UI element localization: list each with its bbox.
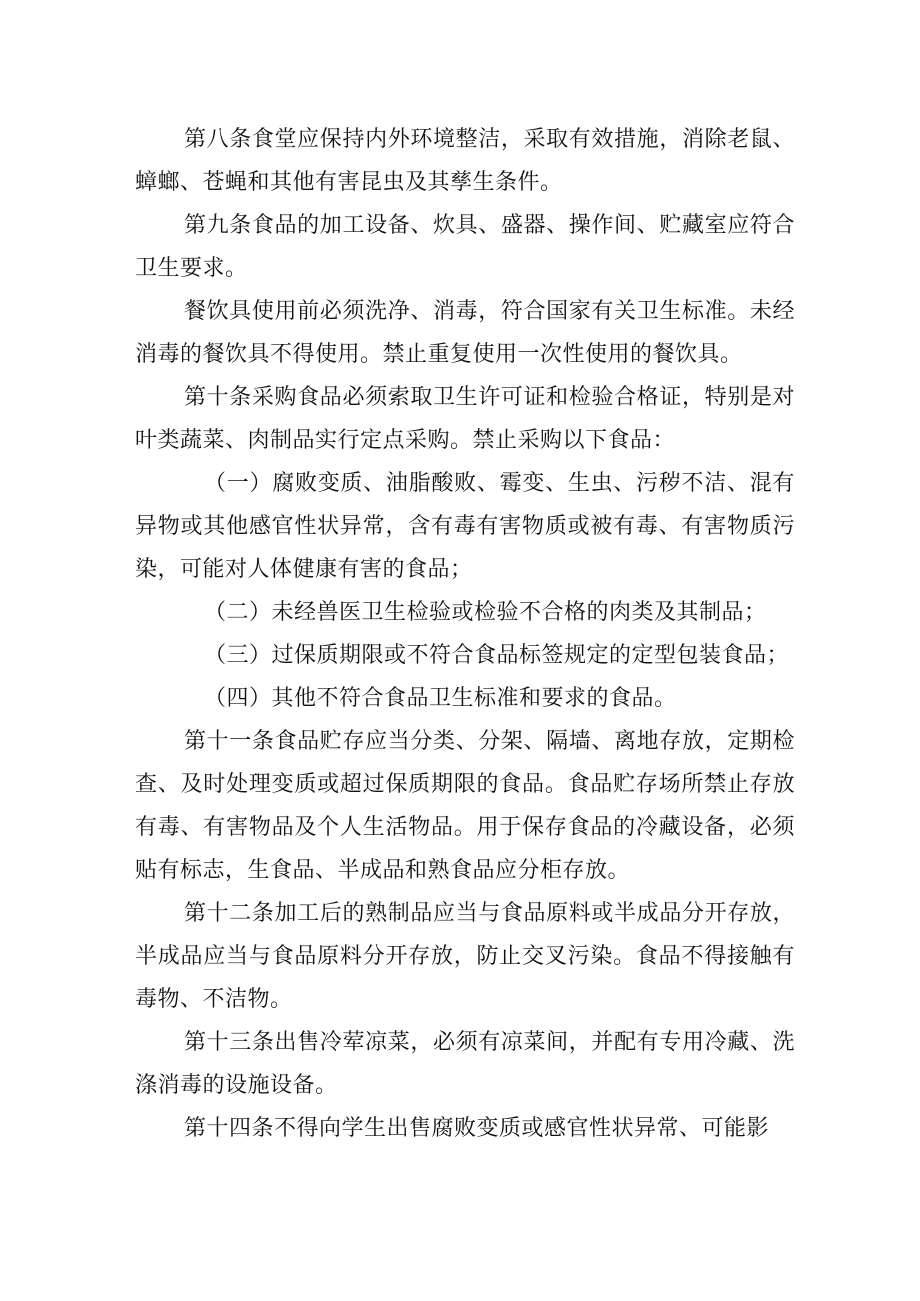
list-item-4: （四）其他不符合食品卫生标准和要求的食品。 — [204, 686, 677, 711]
article-12-paragraph: 第十二条加工后的熟制品应当与食品原料或半成品分开存放，半成品应当与食品原料分开存放，防止交叉污染。食品不得接触有毒物、不洁物。 — [135, 901, 795, 1012]
article-13-paragraph: 第十三条出售冷荤凉菜，必须有凉菜间，并配有专用冷藏、洗涤消毒的设施设备。 — [135, 1030, 795, 1098]
list-item-1: （一）腐败变质、油脂酸败、霉变、生虫、污秽不洁、混有异物或其他感官性状异常，含有毒有害物质或被有毒、有害物质污染，可能对人体健康有害的食品； — [135, 471, 795, 582]
article-8-paragraph: 第八条食堂应保持内外环境整洁，采取有效措施，消除老鼠、蟑螂、苍蝇和其他有害昆虫及其孳生条件。 — [135, 127, 795, 195]
tableware-paragraph: 餐饮具使用前必须洗净、消毒，符合国家有关卫生标准。未经消毒的餐饮具不得使用。禁止重复使用一次性使用的餐饮具。 — [135, 299, 795, 367]
article-9-paragraph: 第九条食品的加工设备、炊具、盛器、操作间、贮藏室应符合卫生要求。 — [135, 213, 795, 281]
article-10-paragraph: 第十条采购食品必须索取卫生许可证和检验合格证，特别是对叶类蔬菜、肉制品实行定点采购。禁止采购以下食品： — [135, 385, 795, 453]
list-item-2: （二）未经兽医卫生检验或检验不合格的肉类及其制品； — [204, 600, 767, 625]
article-14-paragraph: 第十四条不得向学生出售腐败变质或感官性状异常、可能影 — [184, 1116, 770, 1141]
article-11-paragraph: 第十一条食品贮存应当分类、分架、隔墙、离地存放，定期检查、及时处理变质或超过保质期限的食品。食品贮存场所禁止存放有毒、有害物品及个人生活物品。用于保存食品的冷藏设备，必须贴有标志，生食品、半成品和熟食品应分柜存放。 — [135, 729, 795, 883]
document-body — [135, 118, 795, 1150]
list-item-3: （三）过保质期限或不符合食品标签规定的定型包装食品； — [204, 643, 790, 668]
